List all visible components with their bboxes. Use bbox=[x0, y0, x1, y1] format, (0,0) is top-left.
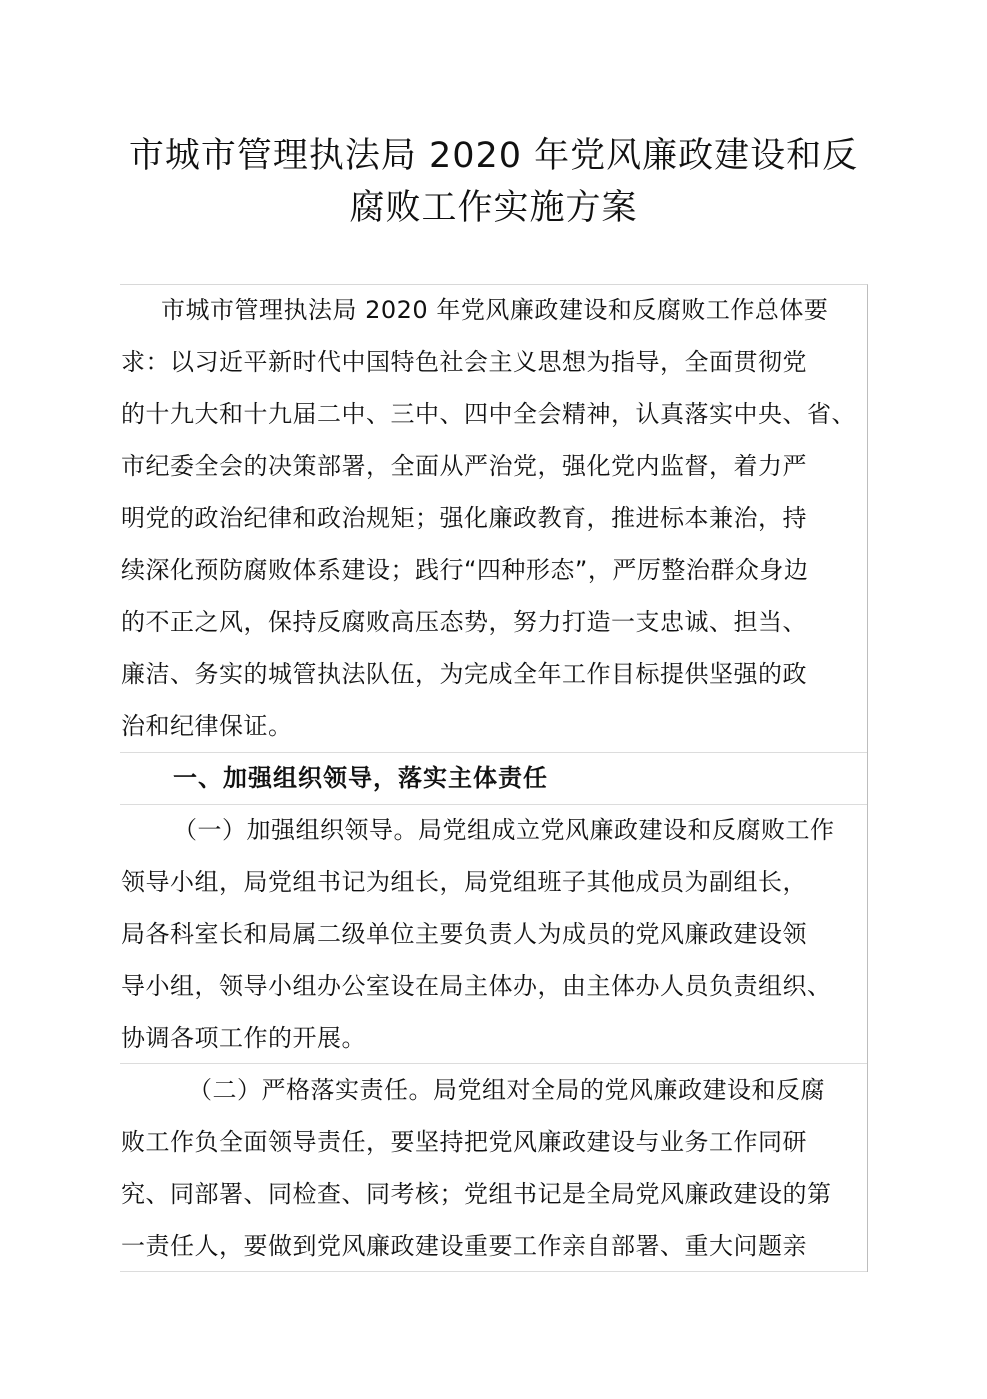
document-title-line-1: 市城市管理执法局 2020 年党风廉政建设和反 bbox=[128, 136, 859, 176]
intro-line: 治和纪律保证。 bbox=[121, 712, 293, 740]
section-heading: 一、加强组织领导，落实主体责任 bbox=[173, 764, 548, 792]
paragraph-line: （一）加强组织领导。局党组成立党风廉政建设和反腐败工作 bbox=[173, 816, 835, 844]
paragraph-line: （二）严格落实责任。局党组对全局的党风廉政建设和反腐 bbox=[188, 1076, 825, 1104]
intro-line: 市城市管理执法局 2020 年党风廉政建设和反腐败工作总体要 bbox=[161, 296, 829, 324]
divider bbox=[120, 752, 867, 753]
paragraph-line: 协调各项工作的开展。 bbox=[121, 1024, 366, 1052]
divider bbox=[120, 1271, 867, 1272]
intro-line: 的不正之风，保持反腐败高压态势，努力打造一支忠诚、担当、 bbox=[121, 608, 807, 636]
divider bbox=[120, 804, 867, 805]
paragraph-line: 局各科室长和局属二级单位主要负责人为成员的党风廉政建设领 bbox=[121, 920, 807, 948]
paragraph-line: 败工作负全面领导责任，要坚持把党风廉政建设与业务工作同研 bbox=[121, 1128, 807, 1156]
paragraph-line: 导小组，领导小组办公室设在局主体办，由主体办人员负责组织、 bbox=[121, 972, 832, 1000]
intro-line: 续深化预防腐败体系建设；践行“四种形态”，严厉整治群众身边 bbox=[121, 556, 809, 584]
divider bbox=[120, 1063, 867, 1064]
intro-line: 的十九大和十九届二中、三中、四中全会精神，认真落实中央、省、 bbox=[121, 400, 856, 428]
intro-line: 求：以习近平新时代中国特色社会主义思想为指导，全面贯彻党 bbox=[121, 348, 807, 376]
document-title-line-2: 腐败工作实施方案 bbox=[349, 188, 638, 228]
paragraph-line: 领导小组，局党组书记为组长，局党组班子其他成员为副组长， bbox=[121, 868, 807, 896]
paragraph-line: 一责任人，要做到党风廉政建设重要工作亲自部署、重大问题亲 bbox=[121, 1232, 807, 1260]
intro-line: 明党的政治纪律和政治规矩；强化廉政教育，推进标本兼治，持 bbox=[121, 504, 807, 532]
paragraph-line: 究、同部署、同检查、同考核；党组书记是全局党风廉政建设的第 bbox=[121, 1180, 832, 1208]
intro-line: 廉洁、务实的城管执法队伍，为完成全年工作目标提供坚强的政 bbox=[121, 660, 807, 688]
intro-line: 市纪委全会的决策部署，全面从严治党，强化党内监督，着力严 bbox=[121, 452, 807, 480]
